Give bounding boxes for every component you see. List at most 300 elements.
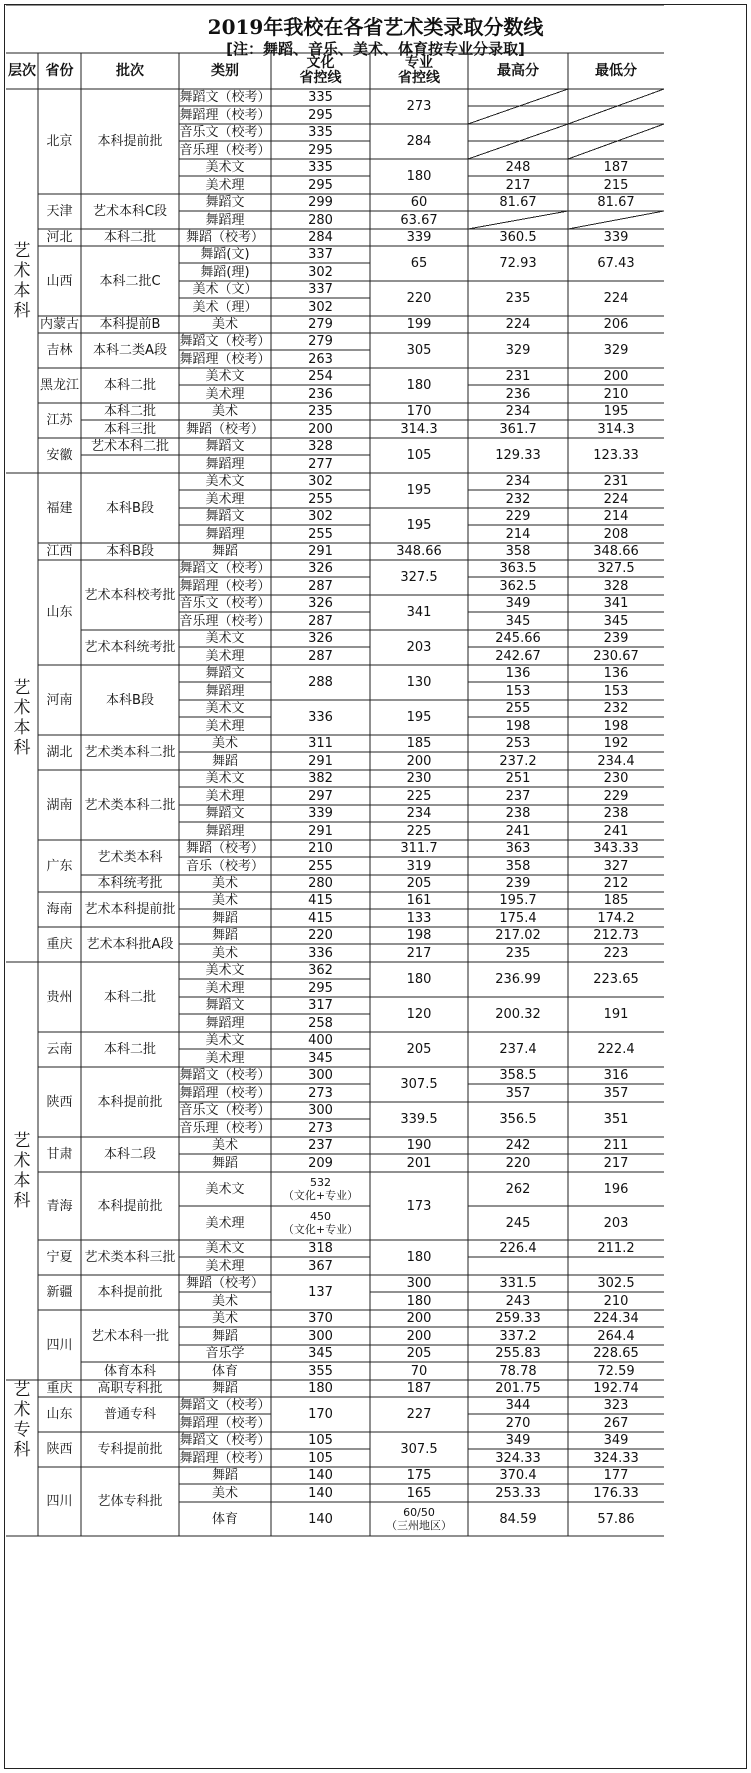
culture-line-cell: 345 bbox=[308, 1050, 333, 1066]
culture-line-cell: 326 bbox=[308, 596, 333, 611]
culture-line-cell: 140 bbox=[308, 1511, 333, 1527]
min-score-cell: 192 bbox=[603, 736, 629, 751]
major-line-cell: 161 bbox=[406, 893, 432, 908]
culture-line-cell: 291 bbox=[308, 753, 333, 769]
category-cell: 体育 bbox=[211, 1511, 238, 1527]
max-score-cell bbox=[468, 211, 568, 229]
max-score-cell: 232 bbox=[505, 491, 531, 507]
major-line-cell: 185 bbox=[406, 736, 432, 751]
culture-line-cell: 295 bbox=[308, 107, 333, 123]
level-label: 艺 术 本 科 bbox=[13, 677, 31, 758]
major-line-cell: 187 bbox=[406, 1381, 432, 1396]
category-cell: 舞蹈 bbox=[211, 928, 238, 943]
max-score-cell: 81.67 bbox=[499, 195, 537, 210]
min-score-cell: 123.33 bbox=[593, 448, 639, 463]
batch-cell: 本科B段 bbox=[106, 500, 154, 516]
column-header: 省份 bbox=[45, 62, 74, 79]
culture-line-cell: 287 bbox=[308, 648, 333, 664]
batch-cell: 本科二批 bbox=[103, 378, 156, 393]
max-score-cell: 262 bbox=[505, 1181, 531, 1197]
max-score-cell: 363 bbox=[505, 841, 531, 856]
min-score-cell: 214 bbox=[603, 509, 629, 524]
batch-cell: 本科二批 bbox=[103, 1042, 156, 1057]
major-line-cell: 234 bbox=[406, 806, 432, 821]
category-cell: 美术文 bbox=[205, 1181, 245, 1197]
category-cell: 舞蹈理（校考） bbox=[179, 578, 271, 594]
major-line-cell: 63.67 bbox=[400, 212, 438, 228]
min-score-cell: 223.65 bbox=[593, 972, 639, 987]
batch-cell: 专科提前批 bbox=[97, 1442, 163, 1457]
level-label: 艺 术 本 科 bbox=[13, 241, 31, 321]
category-cell: 舞蹈理（校考） bbox=[179, 107, 271, 123]
batch-cell: 艺术类本科三批 bbox=[84, 1250, 176, 1265]
min-score-cell: 341 bbox=[603, 596, 629, 611]
major-line-cell: 284 bbox=[406, 134, 432, 149]
min-score-cell: 339 bbox=[603, 230, 629, 245]
max-score-cell: 345 bbox=[505, 613, 531, 629]
culture-line-cell: 300 bbox=[308, 1103, 333, 1118]
culture-line-cell: 328 bbox=[308, 439, 333, 454]
province-cell: 甘肃 bbox=[46, 1147, 73, 1162]
major-line-cell: 205 bbox=[406, 1346, 432, 1361]
category-cell: 美术（理） bbox=[192, 299, 258, 315]
culture-line-cell: 105 bbox=[308, 1450, 333, 1466]
max-score-cell: 337.2 bbox=[499, 1328, 537, 1344]
culture-line-cell: 297 bbox=[308, 788, 333, 804]
category-cell: 舞蹈（校考） bbox=[185, 230, 264, 245]
culture-line-cell: 288 bbox=[308, 675, 333, 690]
category-cell: 舞蹈理 bbox=[205, 823, 245, 839]
batch-cell: 本科二批 bbox=[103, 230, 156, 245]
major-line-cell: 130 bbox=[406, 675, 432, 690]
category-cell: 音乐理（校考） bbox=[179, 142, 271, 158]
culture-line-cell: 255 bbox=[308, 491, 333, 507]
major-line-cell: 180 bbox=[406, 1293, 432, 1309]
province-cell: 陕西 bbox=[46, 1094, 73, 1110]
min-score-cell: 191 bbox=[603, 1007, 629, 1022]
max-score-cell: 238 bbox=[505, 806, 531, 821]
min-score-cell: 215 bbox=[603, 177, 629, 193]
max-score-cell: 243 bbox=[505, 1293, 531, 1309]
category-cell: 音乐学 bbox=[205, 1346, 245, 1361]
min-score-cell: 81.67 bbox=[597, 195, 635, 210]
min-score-cell: 195 bbox=[603, 404, 629, 419]
category-cell: 美术 bbox=[211, 1485, 238, 1501]
max-score-cell: 136 bbox=[505, 666, 531, 681]
culture-line-cell: 254 bbox=[308, 369, 333, 384]
category-cell: 舞蹈文 bbox=[205, 666, 245, 681]
min-score-cell: 229 bbox=[603, 788, 629, 804]
column-header: 专业 省控线 bbox=[398, 55, 440, 86]
batch-cell: 本科二类A段 bbox=[93, 343, 167, 358]
major-line-cell: 327.5 bbox=[400, 570, 438, 585]
culture-line-cell: 300 bbox=[308, 1068, 333, 1083]
batch-cell: 高职专科批 bbox=[97, 1381, 163, 1396]
culture-line-cell: 317 bbox=[308, 998, 333, 1013]
max-score-cell: 198 bbox=[505, 718, 531, 734]
culture-line-cell: 180 bbox=[308, 1381, 333, 1396]
category-cell: 舞蹈文（校考） bbox=[179, 1068, 271, 1083]
min-score-cell: 234.4 bbox=[597, 753, 635, 769]
min-score-cell: 230 bbox=[603, 771, 629, 786]
category-cell: 舞蹈理 bbox=[205, 212, 245, 228]
max-score-cell bbox=[468, 124, 568, 141]
province-cell: 内蒙古 bbox=[39, 317, 79, 332]
major-line-cell: 341 bbox=[406, 605, 432, 620]
min-score-cell: 343.33 bbox=[593, 841, 639, 856]
category-cell: 美术理 bbox=[205, 788, 245, 804]
category-cell: 舞蹈 bbox=[211, 1468, 238, 1483]
category-cell: 舞蹈文 bbox=[205, 998, 245, 1013]
min-score-cell: 316 bbox=[603, 1068, 629, 1083]
culture-line-cell: 287 bbox=[308, 578, 333, 594]
category-cell: 舞蹈（校考） bbox=[185, 421, 264, 437]
score-table-sheet bbox=[4, 4, 747, 1769]
min-score-cell: 136 bbox=[603, 666, 629, 681]
max-score-cell: 237 bbox=[505, 788, 531, 804]
province-cell: 河南 bbox=[46, 692, 73, 708]
province-cell: 贵州 bbox=[46, 989, 73, 1005]
batch-cell: 本科二批C bbox=[99, 273, 161, 289]
min-score-cell: 212 bbox=[603, 876, 629, 891]
max-score-cell: 235 bbox=[505, 945, 531, 961]
category-cell: 美术文 bbox=[205, 160, 245, 175]
batch-cell: 艺术类本科二批 bbox=[84, 745, 176, 760]
batch-cell: 本科提前B bbox=[99, 317, 161, 332]
max-score-cell: 356.5 bbox=[499, 1112, 537, 1127]
min-score-cell: 224 bbox=[603, 291, 629, 306]
category-cell: 音乐文（校考） bbox=[179, 1103, 271, 1118]
min-score-cell: 348.66 bbox=[593, 544, 639, 559]
batch-cell: 本科二批 bbox=[103, 404, 156, 419]
major-line-cell: 348.66 bbox=[396, 544, 442, 559]
culture-line-cell: 291 bbox=[308, 544, 333, 559]
culture-line-cell: 170 bbox=[308, 1407, 333, 1422]
category-cell: 美术文 bbox=[205, 631, 245, 646]
province-cell: 宁夏 bbox=[46, 1250, 73, 1265]
major-line-cell: 120 bbox=[406, 1007, 432, 1022]
category-cell: 美术 bbox=[211, 1138, 238, 1153]
culture-line-cell: 279 bbox=[308, 317, 333, 332]
province-cell: 江西 bbox=[46, 544, 73, 559]
max-score-cell: 255 bbox=[505, 701, 531, 716]
major-line-cell: 198 bbox=[406, 928, 432, 943]
culture-line-cell: 300 bbox=[308, 1328, 333, 1344]
major-line-cell: 133 bbox=[406, 910, 432, 926]
major-line-cell: 230 bbox=[406, 771, 432, 786]
max-score-cell: 324.33 bbox=[495, 1450, 541, 1466]
province-cell: 山西 bbox=[46, 273, 73, 289]
min-score-cell bbox=[568, 124, 664, 141]
batch-cell: 艺术本科批A段 bbox=[86, 937, 174, 952]
culture-line-cell: 140 bbox=[308, 1485, 333, 1501]
category-cell: 舞蹈 bbox=[211, 544, 238, 559]
category-cell: 舞蹈（校考） bbox=[185, 1276, 264, 1291]
category-cell: 美术文 bbox=[205, 771, 245, 786]
category-cell: 音乐理（校考） bbox=[179, 1120, 271, 1136]
min-score-cell: 239 bbox=[603, 631, 629, 646]
province-cell: 四川 bbox=[46, 1494, 73, 1509]
culture-line-cell: 295 bbox=[308, 980, 333, 996]
max-score-cell: 129.33 bbox=[495, 448, 541, 463]
min-score-cell: 211.2 bbox=[597, 1241, 635, 1256]
max-score-cell: 217.02 bbox=[495, 928, 541, 943]
max-score-cell: 242 bbox=[505, 1138, 531, 1153]
culture-line-cell: 236 bbox=[308, 386, 333, 402]
min-score-cell: 177 bbox=[603, 1468, 629, 1483]
major-line-cell: 105 bbox=[406, 448, 432, 463]
major-line-cell: 195 bbox=[406, 710, 432, 725]
major-line-cell: 200 bbox=[406, 753, 432, 769]
min-score-cell: 57.86 bbox=[597, 1511, 635, 1527]
category-cell: 舞蹈理（校考） bbox=[179, 1450, 271, 1466]
culture-line-cell: 339 bbox=[308, 806, 333, 821]
culture-line-cell: 273 bbox=[308, 1085, 333, 1101]
culture-line-cell: 326 bbox=[308, 631, 333, 646]
major-line-cell: 190 bbox=[406, 1138, 432, 1153]
category-cell: 美术 bbox=[211, 404, 238, 419]
major-line-cell: 175 bbox=[406, 1468, 432, 1483]
batch-cell: 本科提前批 bbox=[97, 1198, 163, 1214]
batch-cell: 艺术类本科 bbox=[97, 850, 163, 865]
min-score-cell: 224.34 bbox=[593, 1311, 639, 1326]
culture-line-cell: 287 bbox=[308, 613, 333, 629]
province-cell: 山东 bbox=[46, 605, 73, 620]
min-score-cell: 212.73 bbox=[593, 928, 639, 943]
max-score-cell: 242.67 bbox=[495, 648, 541, 664]
category-cell: 音乐文（校考） bbox=[179, 125, 271, 140]
max-score-cell: 349 bbox=[505, 1433, 531, 1448]
major-line-cell: 173 bbox=[406, 1198, 432, 1214]
min-score-cell: 187 bbox=[603, 160, 629, 175]
min-score-cell bbox=[568, 89, 664, 106]
major-line-cell: 70 bbox=[410, 1363, 428, 1379]
min-score-cell: 210 bbox=[603, 1293, 629, 1309]
min-score-cell bbox=[568, 211, 664, 229]
min-score-cell: 208 bbox=[603, 526, 629, 542]
max-score-cell: 358 bbox=[505, 858, 531, 874]
batch-cell: 本科三批 bbox=[103, 421, 156, 437]
category-cell: 美术文 bbox=[205, 1241, 245, 1256]
province-cell: 安徽 bbox=[46, 448, 73, 463]
category-cell: 舞蹈理 bbox=[205, 456, 245, 472]
major-line-cell: 273 bbox=[406, 99, 432, 114]
batch-cell: 本科B段 bbox=[106, 544, 154, 559]
culture-line-cell: 235 bbox=[308, 404, 333, 419]
major-line-cell: 60/50 （三州地区） bbox=[386, 1506, 452, 1532]
table-title: 2019年我校在各省艺术类录取分数线 bbox=[207, 15, 544, 39]
max-score-cell: 360.5 bbox=[499, 230, 537, 245]
max-score-cell: 251 bbox=[505, 771, 531, 786]
category-cell: 美术理 bbox=[205, 177, 245, 193]
province-cell: 福建 bbox=[46, 500, 73, 516]
category-cell: 美术（文） bbox=[192, 282, 258, 297]
max-score-cell: 344 bbox=[505, 1398, 531, 1413]
province-cell: 广东 bbox=[46, 858, 73, 874]
min-score-cell: 267 bbox=[603, 1415, 629, 1431]
culture-line-cell: 220 bbox=[308, 928, 333, 943]
max-score-cell: 255.83 bbox=[495, 1346, 541, 1361]
culture-line-cell: 273 bbox=[308, 1120, 333, 1136]
category-cell: 舞蹈文 bbox=[205, 195, 245, 210]
min-score-cell: 217 bbox=[603, 1155, 629, 1171]
max-score-cell: 358 bbox=[505, 544, 531, 559]
max-score-cell: 175.4 bbox=[499, 910, 537, 926]
culture-line-cell: 295 bbox=[308, 177, 333, 193]
major-line-cell: 195 bbox=[406, 483, 432, 498]
culture-line-cell: 299 bbox=[308, 195, 333, 210]
major-line-cell: 227 bbox=[406, 1407, 432, 1422]
province-cell: 陕西 bbox=[46, 1442, 73, 1457]
culture-line-cell: 450 （文化+专业） bbox=[282, 1210, 359, 1236]
category-cell: 舞蹈 bbox=[211, 910, 238, 926]
major-line-cell: 220 bbox=[406, 291, 432, 306]
culture-line-cell: 140 bbox=[308, 1468, 333, 1483]
culture-line-cell: 302 bbox=[308, 299, 333, 315]
batch-cell: 艺术本科C段 bbox=[92, 204, 168, 219]
category-cell: 美术 bbox=[211, 736, 238, 751]
category-cell: 美术理 bbox=[205, 1050, 245, 1066]
major-line-cell: 180 bbox=[406, 169, 432, 184]
culture-line-cell: 277 bbox=[308, 456, 333, 472]
category-cell: 舞蹈文（校考） bbox=[179, 561, 271, 576]
column-header: 层次 bbox=[8, 62, 36, 79]
batch-cell: 本科二段 bbox=[103, 1147, 156, 1162]
province-cell: 黑龙江 bbox=[39, 378, 79, 393]
major-line-cell: 307.5 bbox=[400, 1442, 438, 1457]
max-score-cell: 226.4 bbox=[499, 1241, 537, 1256]
category-cell: 美术理 bbox=[205, 1258, 245, 1274]
column-header: 批次 bbox=[116, 62, 144, 79]
category-cell: 美术理 bbox=[205, 491, 245, 507]
column-header: 最高分 bbox=[497, 62, 539, 79]
max-score-cell bbox=[468, 106, 568, 124]
culture-line-cell: 237 bbox=[308, 1138, 333, 1153]
max-score-cell: 270 bbox=[505, 1415, 531, 1431]
max-score-cell: 84.59 bbox=[499, 1511, 537, 1527]
min-score-cell: 222.4 bbox=[597, 1042, 635, 1057]
category-cell: 美术 bbox=[211, 1293, 238, 1309]
major-line-cell: 339.5 bbox=[400, 1112, 438, 1127]
max-score-cell: 362.5 bbox=[499, 578, 537, 594]
min-score-cell: 210 bbox=[603, 386, 629, 402]
province-cell: 海南 bbox=[46, 902, 73, 917]
max-score-cell: 237.4 bbox=[499, 1042, 537, 1057]
min-score-cell: 327 bbox=[603, 858, 629, 874]
max-score-cell: 231 bbox=[505, 369, 531, 384]
culture-line-cell: 362 bbox=[308, 963, 333, 978]
major-line-cell: 205 bbox=[406, 876, 432, 891]
culture-line-cell: 336 bbox=[308, 710, 333, 725]
min-score-cell: 185 bbox=[603, 893, 629, 908]
province-cell: 山东 bbox=[46, 1407, 73, 1422]
culture-line-cell: 415 bbox=[308, 893, 333, 908]
culture-line-cell: 302 bbox=[308, 509, 333, 524]
category-cell: 美术文 bbox=[205, 474, 245, 489]
batch-cell: 艺术本科统考批 bbox=[84, 640, 176, 655]
culture-line-cell: 302 bbox=[308, 264, 333, 280]
category-cell: 舞蹈文（校考） bbox=[179, 334, 271, 349]
min-score-cell: 345 bbox=[603, 613, 629, 629]
culture-line-cell: 255 bbox=[308, 858, 333, 874]
batch-cell: 本科B段 bbox=[106, 692, 154, 708]
culture-line-cell: 337 bbox=[308, 247, 333, 262]
culture-line-cell: 258 bbox=[308, 1015, 333, 1031]
culture-line-cell: 302 bbox=[308, 474, 333, 489]
province-cell: 河北 bbox=[46, 230, 73, 245]
batch-cell: 本科二批 bbox=[103, 989, 156, 1005]
culture-line-cell: 415 bbox=[308, 910, 333, 926]
min-score-cell: 223 bbox=[603, 945, 629, 961]
category-cell: 舞蹈理（校考） bbox=[179, 351, 271, 367]
batch-cell: 本科提前批 bbox=[97, 1094, 163, 1110]
min-score-cell: 224 bbox=[603, 491, 629, 507]
max-score-cell: 78.78 bbox=[499, 1363, 537, 1379]
max-score-cell: 361.7 bbox=[499, 421, 537, 437]
batch-cell: 艺术本科提前批 bbox=[84, 902, 176, 917]
max-score-cell bbox=[468, 89, 568, 106]
major-line-cell: 165 bbox=[406, 1485, 432, 1501]
min-score-cell: 264.4 bbox=[597, 1328, 635, 1344]
major-line-cell: 339 bbox=[406, 230, 432, 245]
culture-line-cell: 137 bbox=[308, 1285, 333, 1300]
province-cell: 吉林 bbox=[46, 343, 73, 358]
category-cell: 音乐理（校考） bbox=[179, 613, 271, 629]
culture-line-cell: 367 bbox=[308, 1258, 333, 1274]
category-cell: 美术 bbox=[211, 893, 238, 908]
culture-line-cell: 335 bbox=[308, 160, 333, 175]
max-score-cell: 224 bbox=[505, 317, 531, 332]
category-cell: 美术文 bbox=[205, 701, 245, 716]
batch-cell bbox=[81, 455, 179, 473]
min-score-cell: 72.59 bbox=[597, 1363, 635, 1379]
max-score-cell: 236.99 bbox=[495, 972, 541, 987]
min-score-cell: 302.5 bbox=[597, 1276, 635, 1291]
province-cell: 四川 bbox=[46, 1337, 73, 1353]
column-header: 最低分 bbox=[595, 62, 637, 79]
batch-cell: 本科提前批 bbox=[97, 134, 163, 149]
max-score-cell: 370.4 bbox=[499, 1468, 537, 1483]
province-cell: 重庆 bbox=[46, 937, 73, 952]
major-line-cell: 199 bbox=[406, 317, 432, 332]
category-cell: 舞蹈(文) bbox=[200, 247, 250, 262]
culture-line-cell: 284 bbox=[308, 230, 333, 245]
category-cell: 舞蹈理 bbox=[205, 526, 245, 542]
province-cell: 湖北 bbox=[46, 745, 73, 760]
max-score-cell: 245 bbox=[505, 1215, 531, 1231]
culture-line-cell: 280 bbox=[308, 212, 333, 228]
major-line-cell: 307.5 bbox=[400, 1077, 438, 1092]
category-cell: 美术文 bbox=[205, 369, 245, 384]
batch-cell: 艺术本科校考批 bbox=[84, 587, 176, 603]
level-label: 艺 术 专 科 bbox=[13, 1380, 31, 1460]
min-score-cell: 153 bbox=[603, 683, 629, 699]
max-score-cell: 253.33 bbox=[495, 1485, 541, 1501]
province-cell: 重庆 bbox=[46, 1381, 73, 1396]
category-cell: 舞蹈文（校考） bbox=[179, 1398, 271, 1413]
culture-line-cell: 382 bbox=[308, 771, 333, 786]
major-line-cell: 305 bbox=[406, 343, 432, 358]
min-score-cell: 351 bbox=[603, 1112, 629, 1127]
column-header: 类别 bbox=[211, 62, 239, 79]
category-cell: 舞蹈 bbox=[211, 1328, 238, 1344]
category-cell: 美术 bbox=[211, 945, 238, 961]
batch-cell: 艺体专科批 bbox=[97, 1494, 163, 1509]
max-score-cell: 220 bbox=[505, 1155, 531, 1171]
category-cell: 舞蹈（校考） bbox=[185, 841, 264, 856]
min-score-cell: 323 bbox=[603, 1398, 629, 1413]
max-score-cell: 235 bbox=[505, 291, 531, 306]
